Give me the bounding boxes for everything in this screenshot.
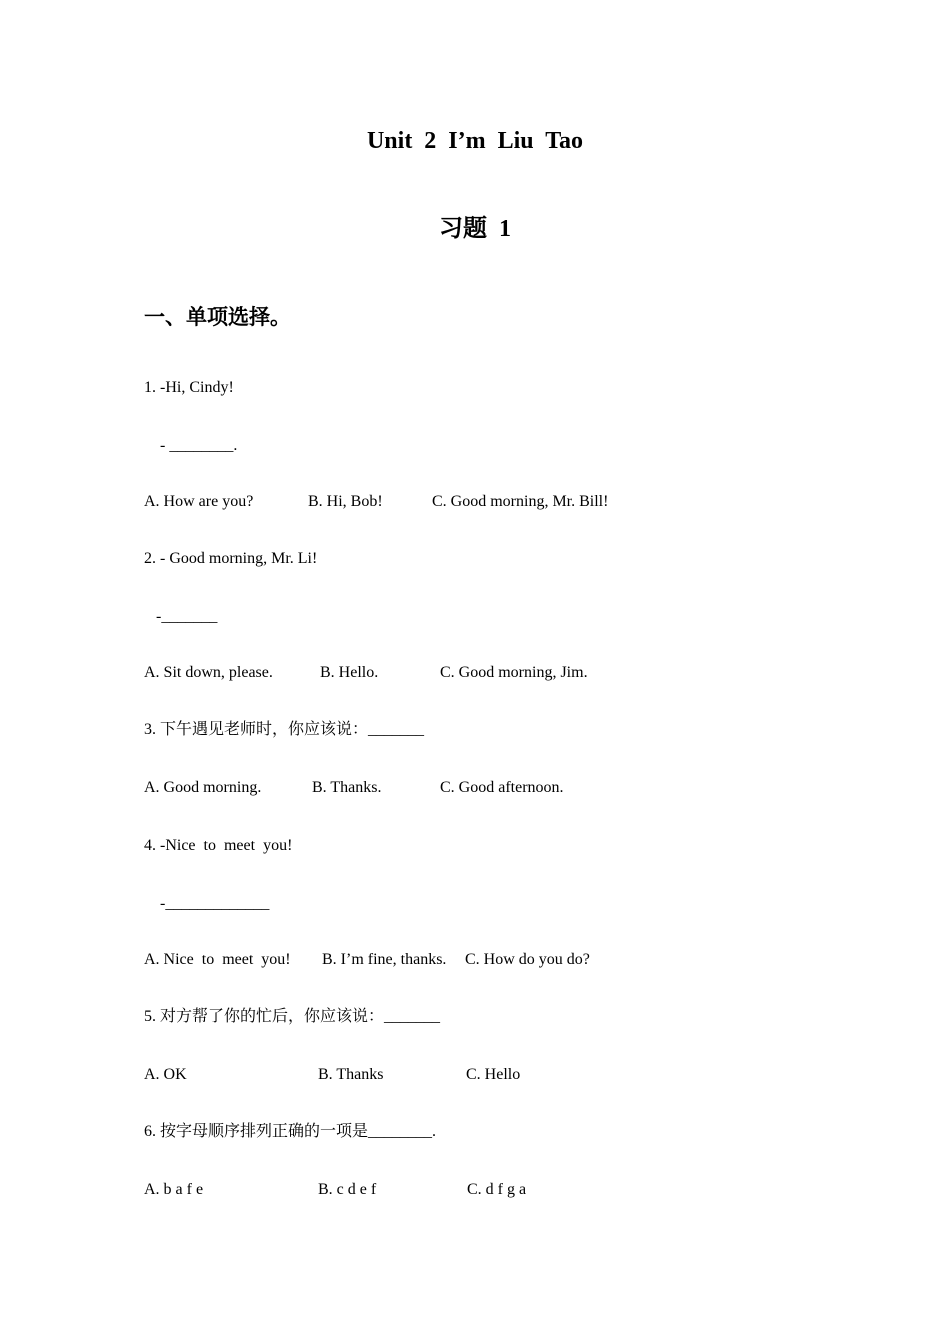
question-4-answer-blank: -_____________	[160, 895, 270, 912]
question-1-option-a: A. How are you?	[144, 493, 254, 510]
question-3-option-a: A. Good morning.	[144, 779, 262, 796]
question-2-prompt: 2. - Good morning, Mr. Li!	[144, 550, 318, 567]
question-6-option-c: C. d f g a	[467, 1181, 527, 1198]
question-4-option-b: B. I’m fine, thanks.	[322, 951, 447, 968]
question-1-prompt: 1. -Hi, Cindy!	[144, 379, 234, 396]
question-5-option-b: B. Thanks	[318, 1066, 384, 1083]
question-2-option-b: B. Hello.	[320, 664, 379, 681]
question-2-option-c: C. Good morning, Jim.	[440, 664, 588, 681]
exercise-subtitle: 习题 1	[439, 216, 511, 242]
section-heading: 一、单项选择。	[144, 305, 291, 329]
question-5-prompt: 5. 对方帮了你的忙后，你应该说：_______	[144, 1008, 441, 1025]
question-6-option-a: A. b a f e	[144, 1181, 204, 1198]
question-3-option-b: B. Thanks.	[312, 779, 382, 796]
page-title: Unit 2 I’m Liu Tao	[366, 128, 584, 154]
question-1-option-b: B. Hi, Bob!	[308, 493, 383, 510]
question-1-answer-blank: - ________.	[160, 437, 238, 454]
question-4-option-c: C. How do you do?	[465, 951, 590, 968]
question-3-option-c: C. Good afternoon.	[440, 779, 564, 796]
question-4-option-a: A. Nice to meet you!	[144, 951, 291, 968]
question-6-option-b: B. c d e f	[318, 1181, 377, 1198]
question-2-answer-blank: -_______	[156, 608, 218, 625]
question-2-option-a: A. Sit down, please.	[144, 664, 273, 681]
question-3-prompt: 3. 下午遇见老师时，你应该说：_______	[144, 721, 425, 738]
question-5-option-a: A. OK	[144, 1066, 187, 1083]
question-1-option-c: C. Good morning, Mr. Bill!	[432, 493, 609, 510]
question-6-prompt: 6. 按字母顺序排列正确的一项是________.	[144, 1123, 437, 1140]
question-5-option-c: C. Hello	[466, 1066, 521, 1083]
question-4-prompt: 4. -Nice to meet you!	[144, 837, 293, 854]
